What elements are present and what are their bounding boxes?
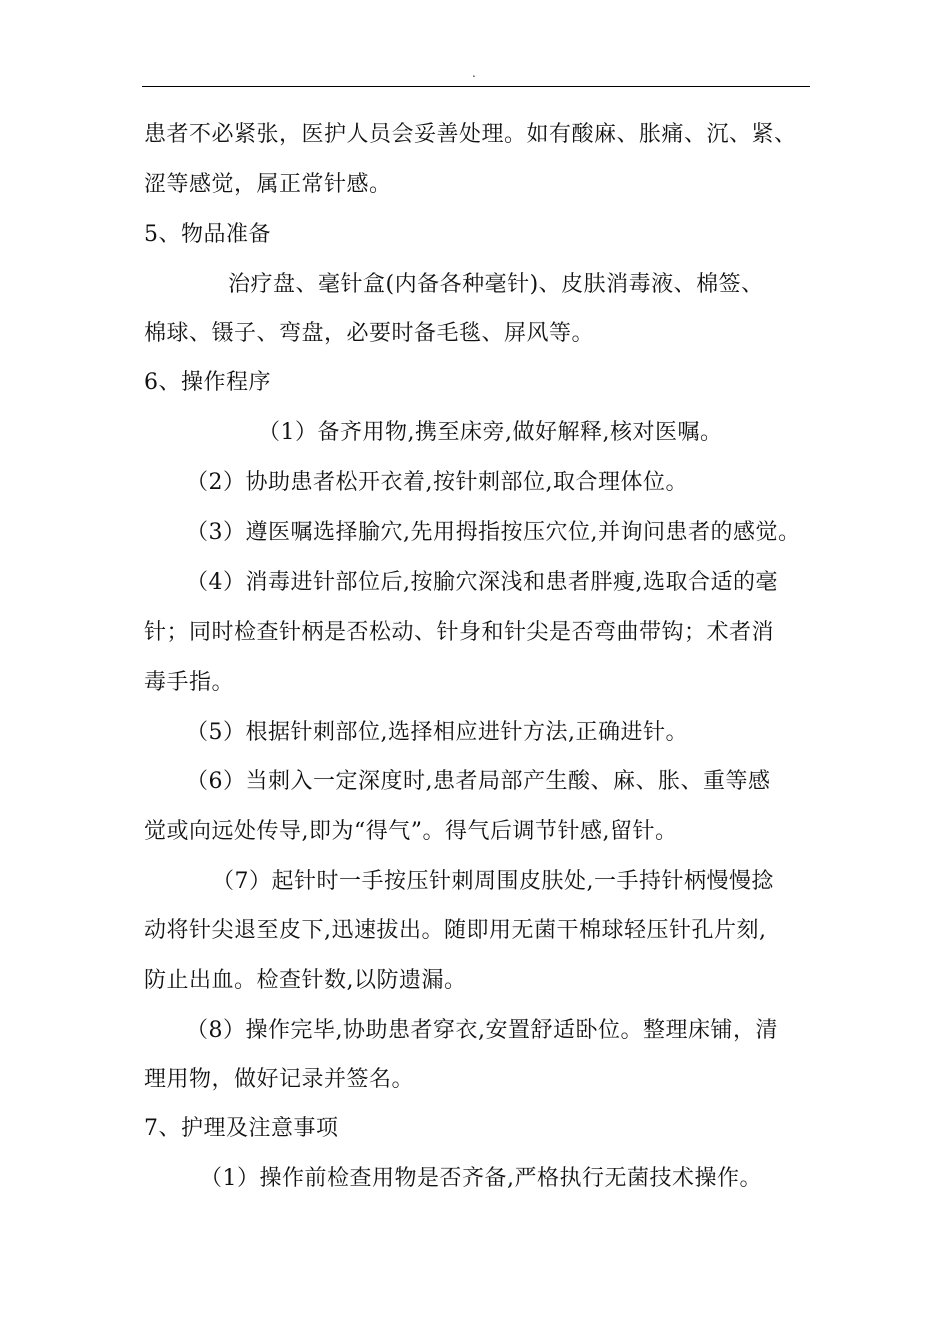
text-line: （7）起针时一手按压针刺周围皮肤处,一手持针柄慢慢捻 bbox=[212, 869, 774, 894]
section-heading: 5、物品准备 bbox=[144, 222, 271, 247]
text-line: 防止出血。检查针数,以防遗漏。 bbox=[144, 968, 467, 993]
section-heading: 7、护理及注意事项 bbox=[144, 1116, 339, 1141]
text-line: （1）备齐用物,携至床旁,做好解释,核对医嘱。 bbox=[258, 420, 723, 445]
text-line: （3）遵医嘱选择腧穴,先用拇指按压穴位,并询问患者的感觉。 bbox=[186, 520, 801, 545]
text-line: 毒手指。 bbox=[144, 670, 235, 695]
text-line: 患者不必紧张，医护人员会妥善处理。如有酸麻、胀痛、沉、紧、 bbox=[144, 122, 797, 147]
text-line: （1）操作前检查用物是否齐备,严格执行无菌技术操作。 bbox=[200, 1166, 762, 1191]
text-line: 针；同时检查针柄是否松动、针身和针尖是否弯曲带钩；术者消 bbox=[144, 620, 775, 645]
text-line: （6）当刺入一定深度时,患者局部产生酸、麻、胀、重等感 bbox=[186, 769, 771, 794]
text-line: 觉或向远处传导,即为“得气”。得气后调节针感,留针。 bbox=[144, 819, 678, 844]
text-line: 棉球、镊子、弯盘，必要时备毛毯、屏风等。 bbox=[144, 321, 595, 346]
text-line: （2）协助患者松开衣着,按针刺部位,取合理体位。 bbox=[186, 470, 688, 495]
text-line: （5）根据针刺部位,选择相应进针方法,正确进针。 bbox=[186, 720, 688, 745]
text-line: 理用物，做好记录并签名。 bbox=[144, 1067, 415, 1092]
header-mark: . bbox=[472, 66, 476, 80]
text-line: 动将针尖退至皮下,迅速拔出。随即用无菌干棉球轻压针孔片刻, bbox=[144, 918, 767, 943]
section-heading: 6、操作程序 bbox=[144, 370, 271, 395]
text-line: 涩等感觉，属正常针感。 bbox=[144, 172, 392, 197]
text-line: （4）消毒进针部位后,按腧穴深浅和患者胖瘦,选取合适的毫 bbox=[186, 570, 778, 595]
text-line: 治疗盘、毫针盒(内备各种毫针)、皮肤消毒液、棉签、 bbox=[228, 272, 764, 297]
text-line: （8）操作完毕,协助患者穿衣,安置舒适卧位。整理床铺，清 bbox=[186, 1018, 778, 1043]
header-rule bbox=[142, 86, 810, 87]
